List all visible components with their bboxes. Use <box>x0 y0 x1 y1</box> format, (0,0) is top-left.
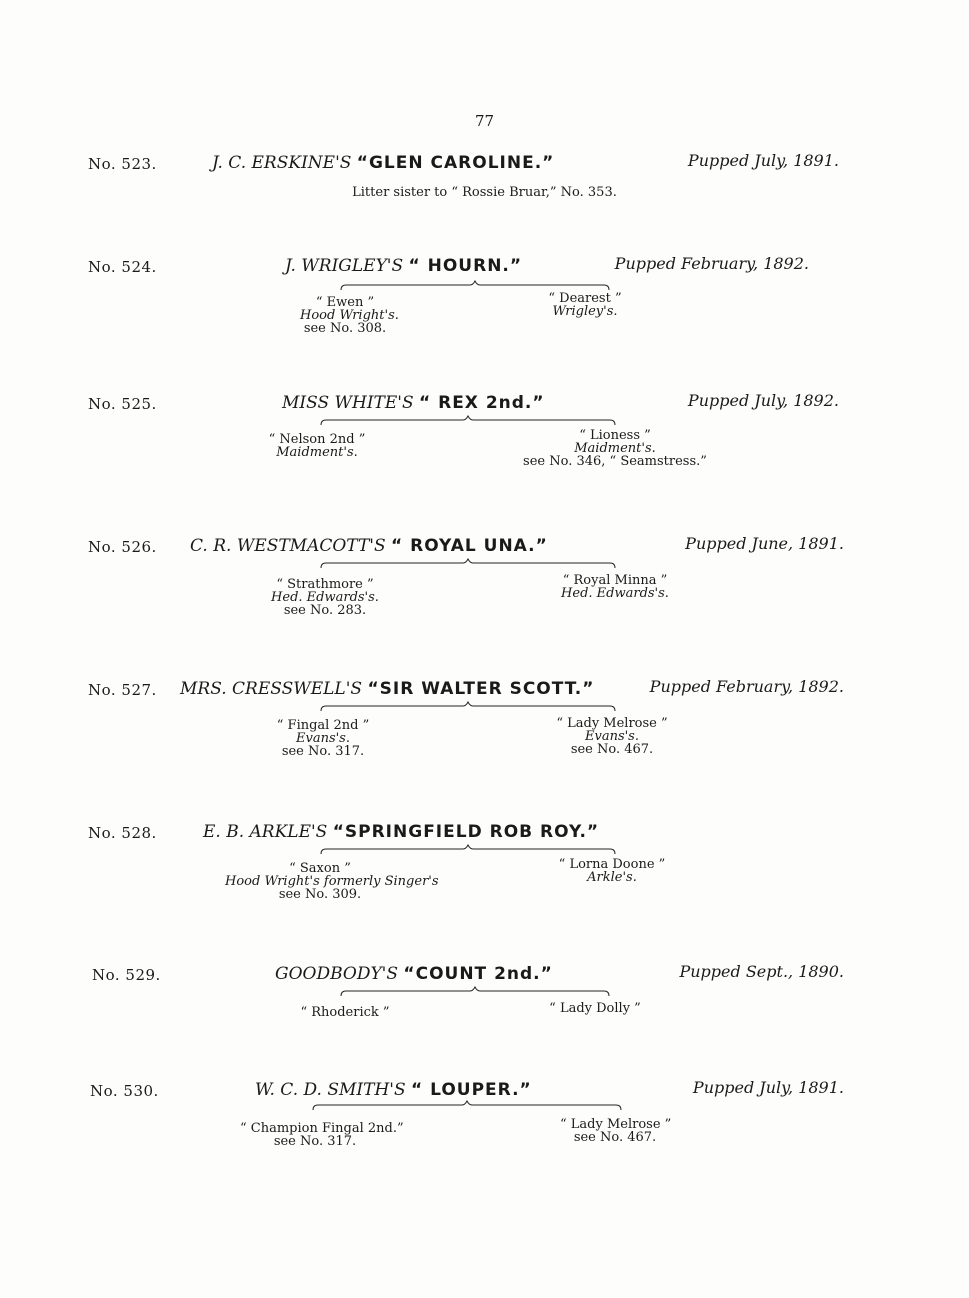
pedigree-entry-526 <box>0 534 969 668</box>
sire-name: “ Champion Fingal 2nd.” <box>240 1121 404 1136</box>
pedigree-entry-524 <box>0 254 969 388</box>
pupped-date: Pupped Sept., 1890. <box>679 962 844 981</box>
sire-reference: see No. 308. <box>303 321 387 336</box>
sire-reference: see No. 317. <box>281 744 365 759</box>
dam-reference: see No. 346, “ Seamstress.” <box>523 454 707 469</box>
dam <box>560 574 670 600</box>
sire-reference: see No. 317. <box>273 1134 357 1149</box>
dam <box>552 717 672 756</box>
dog-name: “COUNT 2nd.” <box>403 964 553 984</box>
dam-breeder: Maidment's. <box>574 441 656 456</box>
sire-breeder: Evans's. <box>295 731 350 746</box>
entry-title <box>203 822 599 842</box>
dam-breeder: Evans's. <box>584 729 639 744</box>
pedigree-entry-525 <box>0 391 969 525</box>
owner-name: W. C. D. SMITH'S <box>255 1080 406 1100</box>
sire-breeder: Maidment's. <box>276 445 358 460</box>
dam-name: “ Lady Dolly ” <box>549 1001 641 1016</box>
dam-name: “ Lorna Doone ” <box>558 857 666 872</box>
sire-breeder: Hed. Edwards's. <box>271 590 379 605</box>
dam-name: “ Lady Melrose ” <box>556 716 668 731</box>
dam-breeder: Arkle's. <box>587 870 637 885</box>
sire <box>268 719 378 758</box>
sire-name: “ Strathmore ” <box>276 577 374 592</box>
entry-number: No. 526. <box>88 538 157 556</box>
dam <box>540 292 630 318</box>
dog-name: “GLEN CAROLINE.” <box>356 153 555 173</box>
dam-reference: see No. 467. <box>573 1130 657 1145</box>
pedigree-entry-528 <box>0 824 969 954</box>
sire-breeder: Hood Wright's. <box>300 308 399 323</box>
owner-name: C. R. WESTMACOTT'S <box>190 536 386 556</box>
sire <box>270 578 380 617</box>
entry-title <box>275 964 553 984</box>
dog-name: “ HOURN.” <box>408 256 523 276</box>
pedigree-brace <box>312 1100 622 1112</box>
pupped-date: Pupped February, 1892. <box>614 254 809 273</box>
sire <box>240 1121 404 1149</box>
dam-name: “ Lady Melrose ” <box>560 1117 672 1132</box>
litter-note: Litter sister to “ Rossie Bruar,” No. 353. <box>352 185 617 200</box>
dam-name: “ Dearest ” <box>548 291 622 306</box>
owner-name: J. C. ERSKINE'S <box>212 153 352 173</box>
dam-breeder: Hed. Edwards's. <box>561 586 669 601</box>
owner-name: E. B. ARKLE'S <box>203 822 328 842</box>
entry-title <box>212 153 554 173</box>
sire-name: “ Nelson 2nd ” <box>268 432 366 447</box>
pedigree-brace <box>320 415 616 427</box>
dam <box>520 429 710 468</box>
entry-title <box>285 256 522 276</box>
sire <box>290 1006 400 1019</box>
pupped-date: Pupped July, 1891. <box>687 151 839 170</box>
pedigree-brace <box>320 844 616 856</box>
entry-number: No. 527. <box>88 681 157 699</box>
pedigree-brace <box>320 558 616 570</box>
entry-number: No. 530. <box>90 1082 159 1100</box>
pupped-date: Pupped July, 1892. <box>687 391 839 410</box>
entry-number: No. 524. <box>88 258 157 276</box>
dog-name: “SPRINGFIELD ROB ROY.” <box>332 822 600 842</box>
entry-number: No. 528. <box>88 824 157 842</box>
sire-name: “ Saxon ” <box>289 861 351 876</box>
owner-name: GOODBODY'S <box>275 964 399 984</box>
sire-reference: see No. 309. <box>278 887 362 902</box>
page-number: 77 <box>474 112 495 130</box>
owner-name: MRS. CRESSWELL'S <box>180 679 363 699</box>
entry-title <box>180 679 594 699</box>
sire-breeder: Hood Wright's formerly Singer's <box>225 874 439 889</box>
dam <box>560 1118 670 1144</box>
entry-title <box>190 536 548 556</box>
dam <box>552 858 672 884</box>
entry-number: No. 525. <box>88 395 157 413</box>
pupped-date: Pupped June, 1891. <box>685 534 844 553</box>
sire <box>262 433 372 459</box>
dam-name: “ Royal Minna ” <box>562 573 668 588</box>
dam-name: “ Lioness ” <box>579 428 651 443</box>
owner-name: J. WRIGLEY'S <box>285 256 404 276</box>
pedigree-entry-527 <box>0 677 969 811</box>
entry-number: No. 523. <box>88 155 157 173</box>
owner-name: MISS WHITE'S <box>282 393 414 413</box>
pedigree-brace <box>320 701 616 713</box>
dam-breeder: Wrigley's. <box>552 304 618 319</box>
pupped-date: Pupped July, 1891. <box>692 1078 844 1097</box>
entry-title <box>255 1080 532 1100</box>
dog-name: “SIR WALTER SCOTT.” <box>367 679 595 699</box>
sire-name: “ Ewen ” <box>315 295 375 310</box>
entry-number: No. 529. <box>92 966 161 984</box>
sire-name: “ Fingal 2nd ” <box>276 718 370 733</box>
dam <box>540 1002 650 1015</box>
dog-name: “ ROYAL UNA.” <box>391 536 548 556</box>
dog-name: “ REX 2nd.” <box>419 393 545 413</box>
sire-reference: see No. 283. <box>283 603 367 618</box>
sire-name: “ Rhoderick ” <box>300 1005 390 1020</box>
entry-title <box>282 393 545 413</box>
pedigree-entry-530 <box>0 1078 969 1212</box>
pedigree-entry-529 <box>0 962 969 1096</box>
pedigree-brace <box>340 986 610 998</box>
dam-reference: see No. 467. <box>570 742 654 757</box>
sire <box>225 861 439 902</box>
dog-name: “ LOUPER.” <box>411 1080 532 1100</box>
pupped-date: Pupped February, 1892. <box>649 677 844 696</box>
sire <box>300 295 399 336</box>
